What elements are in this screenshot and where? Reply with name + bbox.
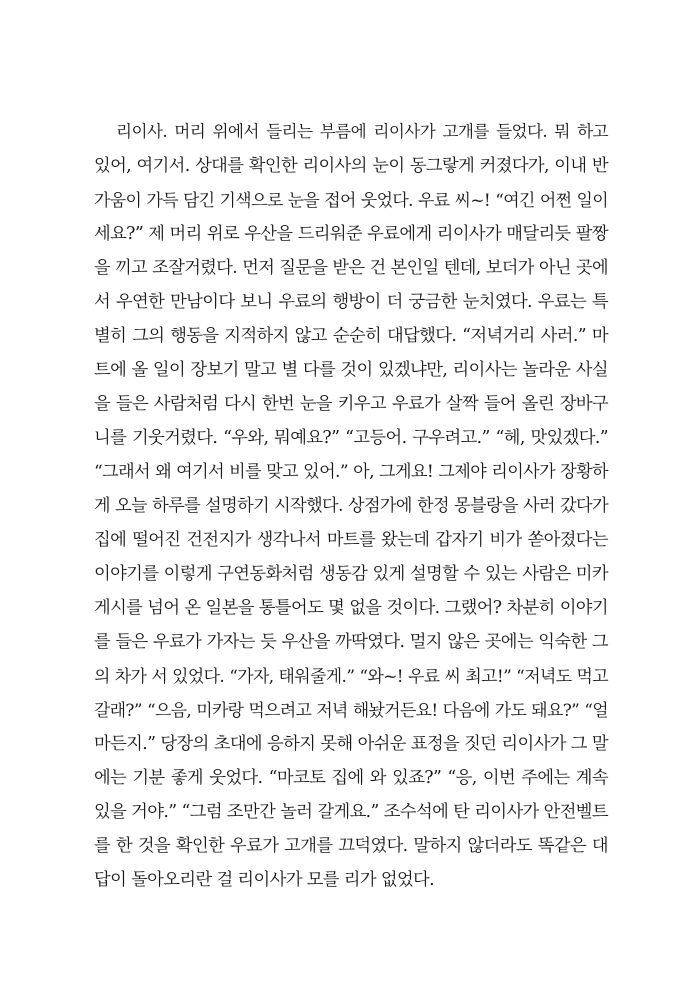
text-line: 이야기를 이렇게 구연동화처럼 생동감 있게 설명할 수 있는 사람은 미카 [94, 564, 608, 584]
text-line: 답이 돌아오리란 걸 리이사가 모를 리가 없었다. [94, 870, 435, 890]
text-line: 트에 올 일이 장보기 말고 별 다를 것이 있겠냐만, 리이사는 놀라운 사실 [94, 360, 608, 380]
text-line: 리이사. 머리 위에서 들리는 부름에 리이사가 고개를 들었다. 뭐 하고 [116, 122, 608, 141]
text-line: 게시를 넘어 온 일본을 통틀어도 몇 없을 것이다. 그랬어? 차분히 이야기 [94, 598, 608, 618]
text-line: 세요?” 제 머리 위로 우산을 드리워준 우료에게 리이사가 매달리듯 팔짱 [94, 224, 608, 244]
text-line: 집에 떨어진 건전지가 생각나서 마트를 왔는데 갑자기 비가 쏟아졌다는 [94, 530, 608, 550]
text-line: 을 끼고 조잘거렸다. 먼저 질문을 받은 건 본인일 텐데, 보더가 아닌 곳에 [94, 258, 608, 278]
text-line: 의 차가 서 있었다. “가자, 태워줄게.” “와~! 우료 씨 최고!” “저녁도 먹고 [94, 666, 608, 686]
text-line: 게 오늘 하루를 설명하기 시작했다. 상점가에 한정 몽블랑을 사러 갔다가 [94, 496, 608, 516]
text-line: 에는 기분 좋게 웃었다. “마코토 집에 와 있죠?” “응, 이번 주에는 계속 [94, 768, 608, 788]
text-line: 을 들은 사람처럼 다시 한번 눈을 키우고 우료가 살짝 들어 올린 장바구 [94, 394, 608, 414]
text-line: 마든지.” 당장의 초대에 응하지 못해 아쉬운 표정을 짓던 리이사가 그 말 [94, 734, 608, 754]
text-line: 가움이 가득 담긴 기색으로 눈을 접어 웃었다. 우료 씨~! “여긴 어쩐 일이 [94, 190, 608, 210]
text-line: 갈래?” “으음, 미카랑 먹으려고 저녁 해놨거든요! 다음에 가도 돼요?” “얼 [94, 700, 608, 720]
text-line: 를 한 것을 확인한 우료가 고개를 끄덕였다. 말하지 않더라도 똑같은 대 [94, 836, 608, 856]
story-paragraph [94, 115, 608, 897]
text-line: 니를 기웃거렸다. “우와, 뭐예요?” “고등어. 구우려고.” “헤, 맛있겠다.” [94, 428, 608, 448]
text-line: 있어, 여기서. 상대를 확인한 리이사의 눈이 동그랗게 커졌다가, 이내 반 [94, 156, 608, 176]
text-line: 를 들은 우료가 가자는 듯 우산을 까딱였다. 멀지 않은 곳에는 익숙한 그 [94, 632, 608, 652]
text-line: “그래서 왜 여기서 비를 맞고 있어.” 아, 그게요! 그제야 리이사가 장황하 [94, 462, 608, 482]
text-line: 서 우연한 만남이다 보니 우료의 행방이 더 궁금한 눈치였다. 우료는 특 [94, 292, 608, 312]
text-line: 있을 거야.” “그럼 조만간 놀러 갈게요.” 조수석에 탄 리이사가 안전벨트 [94, 802, 608, 822]
text-line: 별히 그의 행동을 지적하지 않고 순순히 대답했다. “저녁거리 사러.” 마 [94, 326, 608, 346]
